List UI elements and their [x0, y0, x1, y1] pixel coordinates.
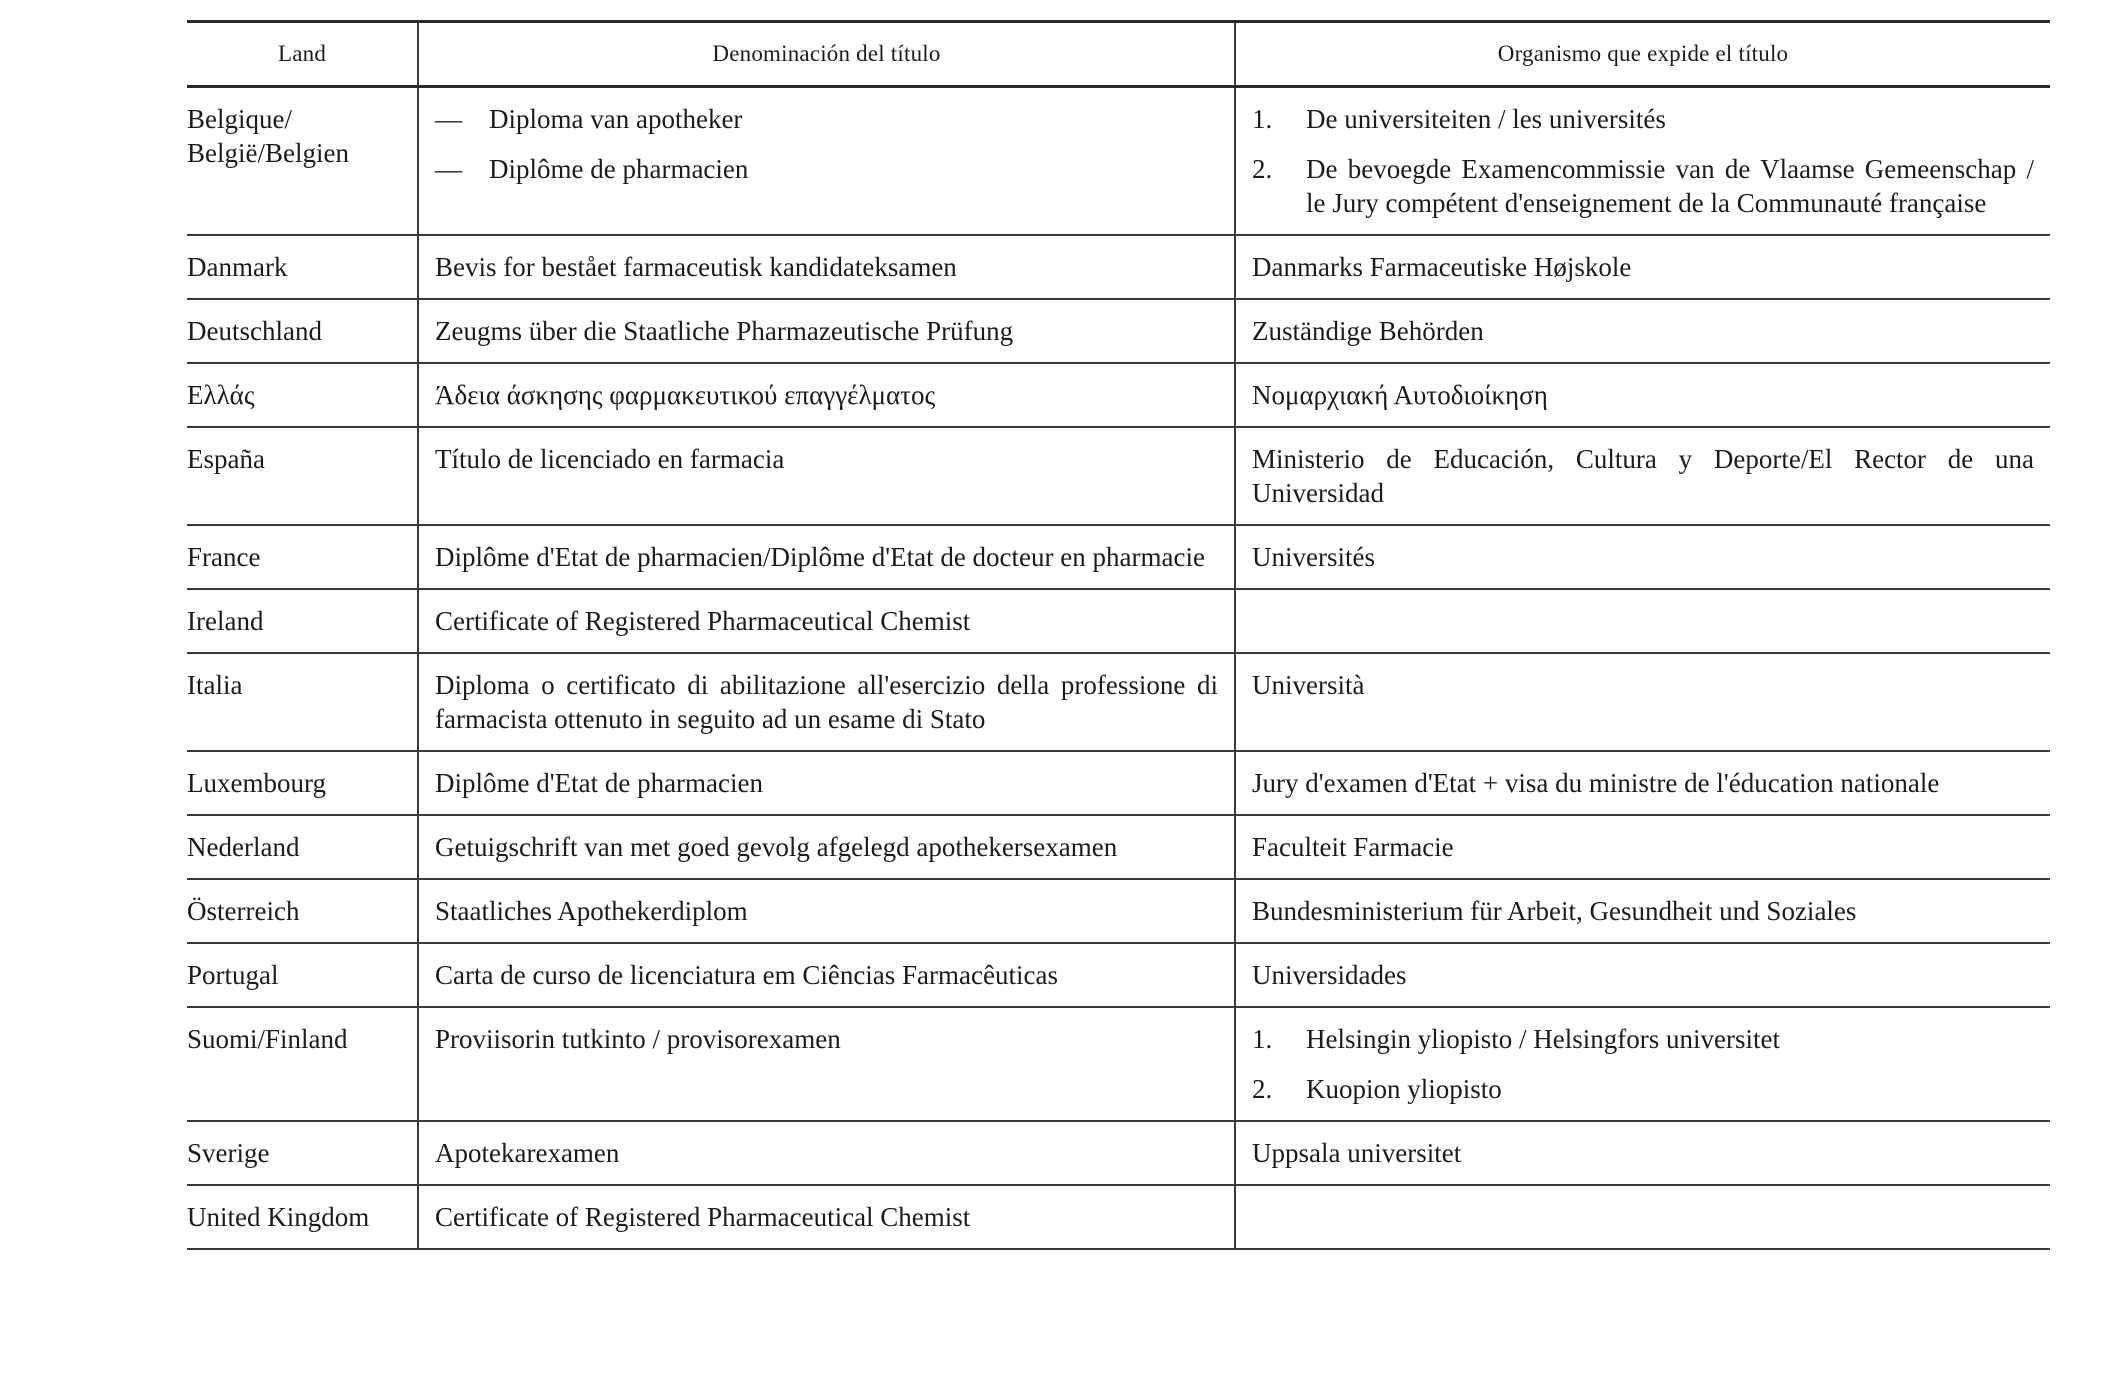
list-item: [1252, 152, 2034, 220]
body-cell: [1235, 87, 2050, 236]
table-row: [187, 815, 2050, 879]
table-row: [187, 653, 2050, 751]
table-header-row: [187, 22, 2050, 87]
list-marker: —: [435, 104, 462, 134]
table-row: [187, 943, 2050, 1007]
table-row: [187, 525, 2050, 589]
table-row: [187, 879, 2050, 943]
table-row: [187, 1007, 2050, 1121]
body-text: De bevoegde Examencommissie van de Vlaamse Gemeenschap / le Jury compétent d'enseignement de la Communauté française: [1306, 154, 2034, 218]
body-text: De universiteiten / les universités: [1306, 104, 1666, 134]
title-cell: Diplôme d'Etat de pharmacien/Diplôme d'Etat de docteur en pharmacie: [418, 525, 1235, 589]
title-cell: Apotekarexamen: [418, 1121, 1235, 1185]
country-cell: [187, 87, 418, 236]
title-cell: Certificate of Registered Pharmaceutical Chemist: [418, 1185, 1235, 1249]
country-cell: France: [187, 525, 418, 589]
body-cell: Danmarks Farmaceutiske Højskole: [1235, 235, 2050, 299]
title-cell: Getuigschrift van met goed gevolg afgelegd apothekersexamen: [418, 815, 1235, 879]
title-text: Diploma van apotheker: [489, 104, 743, 134]
body-cell: [1235, 1185, 2050, 1249]
country-cell: Portugal: [187, 943, 418, 1007]
body-cell: Νομαρχιακή Αυτοδιοίκηση: [1235, 363, 2050, 427]
country-cell: Italia: [187, 653, 418, 751]
body-cell: Faculteit Farmacie: [1235, 815, 2050, 879]
table-row: [187, 427, 2050, 525]
body-cell: Zuständige Behörden: [1235, 299, 2050, 363]
country-name: Belgique/ België/Belgien: [187, 104, 349, 168]
body-cell: Ministerio de Educación, Cultura y Deporte/El Rector de una Universidad: [1235, 427, 2050, 525]
country-cell: Nederland: [187, 815, 418, 879]
table-row: [187, 87, 2050, 236]
country-cell: United Kingdom: [187, 1185, 418, 1249]
column-header-land: Land: [187, 22, 418, 87]
title-cell: Diploma o certificato di abilitazione all'esercizio della professione di farmacista ottenuto in seguito ad un esame di Stato: [418, 653, 1235, 751]
title-cell: Bevis for bestået farmaceutisk kandidateksamen: [418, 235, 1235, 299]
column-header-body: Organismo que expide el título: [1235, 22, 2050, 87]
title-cell: Carta de curso de licenciatura em Ciências Farmacêuticas: [418, 943, 1235, 1007]
table-row: [187, 1185, 2050, 1249]
list-item: [435, 152, 1218, 186]
list-marker: 1.: [1252, 1024, 1273, 1054]
body-cell: Bundesministerium für Arbeit, Gesundheit und Soziales: [1235, 879, 2050, 943]
title-cell: Título de licenciado en farmacia: [418, 427, 1235, 525]
body-cell: [1235, 1007, 2050, 1121]
list-marker: —: [435, 154, 462, 184]
list-item: [1252, 1072, 2034, 1106]
country-cell: Österreich: [187, 879, 418, 943]
title-cell: [418, 87, 1235, 236]
title-cell: Zeugms über die Staatliche Pharmazeutische Prüfung: [418, 299, 1235, 363]
column-header-title: Denominación del título: [418, 22, 1235, 87]
country-cell: Luxembourg: [187, 751, 418, 815]
body-list: [1252, 1022, 2034, 1106]
table-row: [187, 1121, 2050, 1185]
country-cell: Deutschland: [187, 299, 418, 363]
country-cell: Suomi/Finland: [187, 1007, 418, 1121]
table-row: [187, 299, 2050, 363]
table-row: [187, 589, 2050, 653]
title-cell: Diplôme d'Etat de pharmacien: [418, 751, 1235, 815]
country-cell: España: [187, 427, 418, 525]
body-cell: Università: [1235, 653, 2050, 751]
list-item: [1252, 1022, 2034, 1056]
list-marker: 2.: [1252, 1074, 1273, 1104]
title-cell: Άδεια άσκησης φαρμακευτικού επαγγέλματος: [418, 363, 1235, 427]
body-cell: [1235, 589, 2050, 653]
list-item: [1252, 102, 2034, 136]
country-cell: Danmark: [187, 235, 418, 299]
body-text: Helsingin yliopisto / Helsingfors universitet: [1306, 1024, 1780, 1054]
body-cell: Universidades: [1235, 943, 2050, 1007]
table-row: [187, 235, 2050, 299]
country-cell: Ελλάς: [187, 363, 418, 427]
qualifications-table: [187, 20, 2050, 1250]
country-cell: Sverige: [187, 1121, 418, 1185]
body-cell: Uppsala universitet: [1235, 1121, 2050, 1185]
title-text: Diplôme de pharmacien: [489, 154, 749, 184]
title-cell: Proviisorin tutkinto / provisorexamen: [418, 1007, 1235, 1121]
country-cell: Ireland: [187, 589, 418, 653]
list-marker: 1.: [1252, 104, 1273, 134]
list-marker: 2.: [1252, 154, 1273, 184]
title-list: [435, 102, 1218, 186]
title-cell: Staatliches Apothekerdiplom: [418, 879, 1235, 943]
table-row: [187, 751, 2050, 815]
table-row: [187, 363, 2050, 427]
body-cell: Jury d'examen d'Etat + visa du ministre de l'éducation nationale: [1235, 751, 2050, 815]
title-cell: Certificate of Registered Pharmaceutical Chemist: [418, 589, 1235, 653]
list-item: [435, 102, 1218, 136]
body-list: [1252, 102, 2034, 220]
body-cell: Universités: [1235, 525, 2050, 589]
body-text: Kuopion yliopisto: [1306, 1074, 1502, 1104]
